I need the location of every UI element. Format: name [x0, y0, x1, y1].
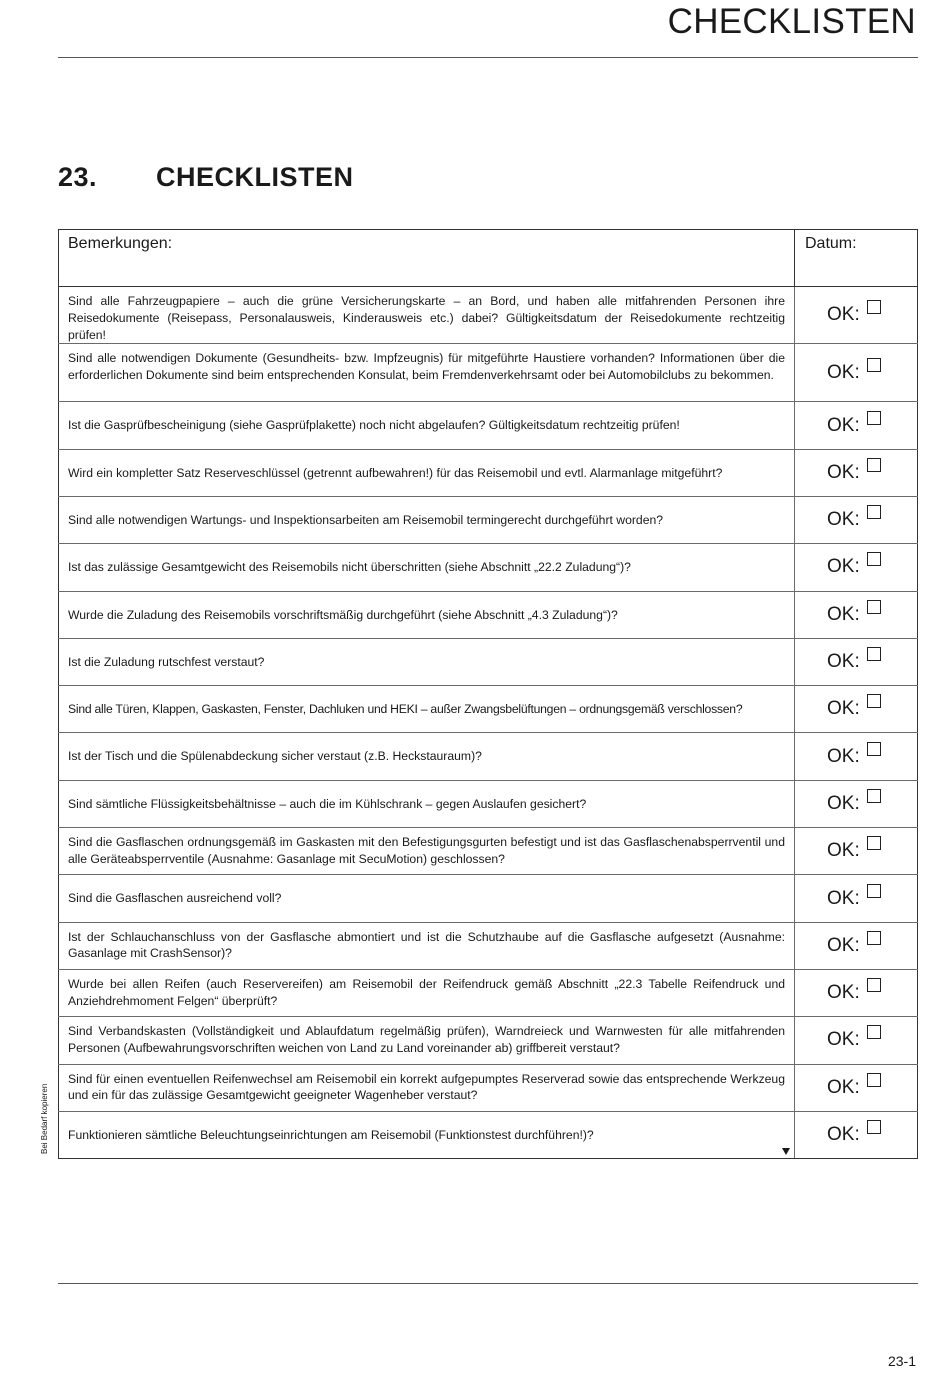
ok-cell: [795, 733, 918, 780]
ok-label: OK:: [827, 556, 860, 578]
checklist-row: [59, 449, 918, 496]
checklist-question: Sind alle Fahrzeugpapiere – auch die grüne Versicherungskarte – an Bord, und haben alle mitfahrenden Personen ihre Reisedokumente (Reisepass, Personalausweis, Kinderausweis etc.) dabei? Gültigkeitsdatum der Reisedokumente rechtzeitig prüfen!: [59, 287, 795, 344]
ok-cell: [795, 638, 918, 685]
ok-label: OK:: [827, 698, 860, 720]
ok-cell: [795, 402, 918, 449]
section-number: 23.: [58, 162, 98, 192]
checklist-row: [59, 344, 918, 402]
ok-cell: [795, 344, 918, 402]
checklist-row: [59, 922, 918, 969]
ok-checkbox[interactable]: [867, 358, 881, 372]
ok-label: OK:: [827, 461, 860, 483]
header-divider: [58, 57, 918, 58]
checklist-question: Sind alle Türen, Klappen, Gaskasten, Fenster, Dachluken und HEKI – außer Zwangsbelüftungen – ordnungsgemäß verschlossen?: [59, 686, 795, 733]
ok-checkbox[interactable]: [867, 552, 881, 566]
checklist-question: Ist die Zuladung rutschfest verstaut?: [59, 638, 795, 685]
ok-checkbox[interactable]: [867, 1120, 881, 1134]
ok-cell: [795, 780, 918, 827]
checklist-row: [59, 544, 918, 591]
checklist-question: Sind alle notwendigen Wartungs- und Inspektionsarbeiten am Reisemobil termingerecht durchgeführt worden?: [59, 496, 795, 543]
ok-cell: [795, 969, 918, 1016]
ok-cell: [795, 449, 918, 496]
ok-cell: [795, 828, 918, 875]
ok-checkbox[interactable]: [867, 931, 881, 945]
ok-checkbox[interactable]: [867, 600, 881, 614]
ok-label: OK:: [827, 982, 860, 1004]
checklist-row: [59, 686, 918, 733]
ok-checkbox[interactable]: [867, 789, 881, 803]
running-header-title: CHECKLISTEN: [667, 2, 916, 41]
ok-checkbox[interactable]: [867, 836, 881, 850]
checklist-question: Sind sämtliche Flüssigkeitsbehältnisse – auch die im Kühlschrank – gegen Auslaufen gesichert?: [59, 780, 795, 827]
ok-cell: [795, 544, 918, 591]
ok-cell: [795, 922, 918, 969]
checklist-row: [59, 969, 918, 1016]
ok-label: OK:: [827, 745, 860, 767]
ok-cell: [795, 496, 918, 543]
ok-checkbox[interactable]: [867, 300, 881, 314]
checklist-question: Sind die Gasflaschen ausreichend voll?: [59, 875, 795, 922]
ok-checkbox[interactable]: [867, 742, 881, 756]
checklist-row: [59, 1064, 918, 1111]
checklist-row: [59, 1111, 918, 1158]
ok-label: OK:: [827, 840, 860, 862]
ok-cell: [795, 1064, 918, 1111]
ok-cell: [795, 875, 918, 922]
ok-checkbox[interactable]: [867, 1025, 881, 1039]
ok-cell: [795, 1111, 918, 1158]
checklist-row: [59, 733, 918, 780]
remarks-field[interactable]: Bemerkungen:: [59, 230, 795, 287]
ok-label: OK:: [827, 603, 860, 625]
ok-label: OK:: [827, 934, 860, 956]
ok-cell: [795, 686, 918, 733]
ok-label: OK:: [827, 509, 860, 531]
checklist-row: [59, 875, 918, 922]
checklist-question: Funktionieren sämtliche Beleuchtungseinrichtungen am Reisemobil (Funktionstest durchführen!)?: [68, 1127, 594, 1142]
checklist-row: [59, 1017, 918, 1064]
table-header-row: [59, 230, 918, 287]
checklist-table: [58, 229, 918, 1159]
ok-cell: [795, 1017, 918, 1064]
checklist-question: Sind alle notwendigen Dokumente (Gesundheits- bzw. Impfzeugnis) für mitgeführte Haustiere vorhanden? Informationen über die erforderlichen Dokumente sind beim entsprechenden Konsulat, beim Fremdenverkehrsamt oder bei Automobilclubs zu bekommen.: [59, 344, 795, 402]
footer-divider: [58, 1283, 918, 1284]
checklist-row: [59, 496, 918, 543]
checklist-question: Ist die Gasprüfbescheinigung (siehe Gasprüfplakette) noch nicht abgelaufen? Gültigkeitsdatum rechtzeitig prüfen!: [59, 402, 795, 449]
ok-label: OK:: [827, 651, 860, 673]
ok-checkbox[interactable]: [867, 647, 881, 661]
ok-checkbox[interactable]: [867, 884, 881, 898]
checklist-question: Sind die Gasflaschen ordnungsgemäß im Gaskasten mit den Befestigungsgurten befestigt und ist das Gasflaschenabsperrventil und alle Geräteabsperrventile (Ausnahme: Gasanlage mit SecuMotion) geschlossen?: [59, 828, 795, 875]
checklist-question: Wird ein kompletter Satz Reserveschlüssel (getrennt aufbewahren!) für das Reisemobil und evtl. Alarmanlage mitgeführt?: [59, 449, 795, 496]
ok-checkbox[interactable]: [867, 505, 881, 519]
ok-label: OK:: [827, 1076, 860, 1098]
ok-label: OK:: [827, 414, 860, 436]
ok-cell: [795, 287, 918, 344]
copy-note: Bei Bedarf kopieren: [40, 1083, 49, 1154]
checklist-row: [59, 780, 918, 827]
checklist-row: [59, 287, 918, 344]
date-field[interactable]: Datum:: [795, 230, 918, 287]
ok-label: OK:: [827, 1123, 860, 1145]
checklist-question: Ist der Schlauchanschluss von der Gasflasche abmontiert und ist die Schutzhaube auf die Gasflasche aufgesetzt (Ausnahme: Gasanlage mit CrashSensor)?: [59, 922, 795, 969]
ok-checkbox[interactable]: [867, 458, 881, 472]
checklist-question: Wurde die Zuladung des Reisemobils vorschriftsmäßig durchgeführt (siehe Abschnitt „4.3 Zuladung“)?: [59, 591, 795, 638]
section-title: CHECKLISTEN: [156, 162, 354, 192]
ok-cell: [795, 591, 918, 638]
checklist-row: [59, 638, 918, 685]
checklist-question: Sind Verbandskasten (Vollständigkeit und Ablaufdatum regelmäßig prüfen), Warndreieck und Warnwesten für alle mitfahrenden Personen (Aufbewahrungsvorschriften weichen von Land zu Land voreinander ab) griffbereit verstaut?: [59, 1017, 795, 1064]
ok-label: OK:: [827, 361, 860, 383]
page-number: 23-1: [887, 1353, 916, 1369]
section-heading: [58, 162, 354, 193]
ok-label: OK:: [827, 304, 860, 326]
checklist-question: Ist das zulässige Gesamtgewicht des Reisemobils nicht überschritten (siehe Abschnitt „22.2 Zuladung“)?: [59, 544, 795, 591]
ok-checkbox[interactable]: [867, 694, 881, 708]
ok-label: OK:: [827, 1029, 860, 1051]
checklist-row: [59, 828, 918, 875]
continue-arrow-icon: [782, 1148, 790, 1155]
checklist-question: Wurde bei allen Reifen (auch Reservereifen) am Reisemobil der Reifendruck gemäß Abschnitt „22.3 Tabelle Reifendruck und Anziehdrehmoment Felgen“ überprüft?: [59, 969, 795, 1016]
ok-label: OK:: [827, 887, 860, 909]
checklist-row: [59, 591, 918, 638]
checklist-question: Ist der Tisch und die Spülenabdeckung sicher verstaut (z.B. Heckstauraum)?: [59, 733, 795, 780]
ok-checkbox[interactable]: [867, 1073, 881, 1087]
ok-checkbox[interactable]: [867, 978, 881, 992]
ok-label: OK:: [827, 792, 860, 814]
ok-checkbox[interactable]: [867, 411, 881, 425]
checklist-question-cell: [59, 1111, 795, 1158]
checklist-row: [59, 402, 918, 449]
checklist-question: Sind für einen eventuellen Reifenwechsel am Reisemobil ein korrekt aufgepumptes Reserverad sowie das entsprechende Werkzeug und ein für das zulässige Gesamtgewicht geeigneter Wagenheber verstaut?: [59, 1064, 795, 1111]
